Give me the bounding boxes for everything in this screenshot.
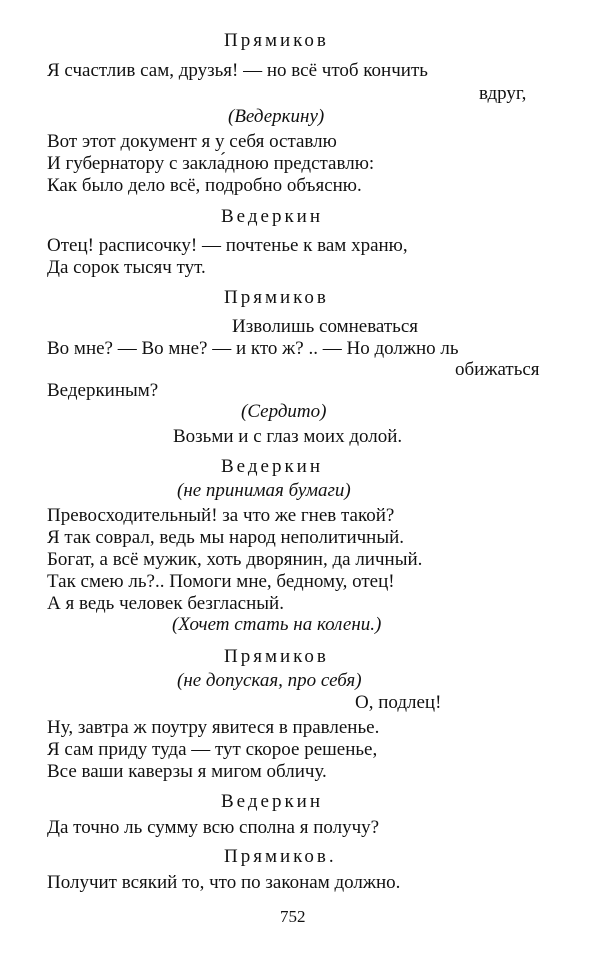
verse-line: Все ваши каверзы я мигом обличу.: [47, 761, 327, 782]
page-number: 752: [280, 907, 306, 926]
speaker-name: Ведеркин: [221, 206, 324, 227]
stage-direction: (Хочет стать на колени.): [172, 614, 382, 635]
verse-line: Я счастлив сам, друзья! — но всё чтоб кончить: [47, 60, 428, 81]
speaker-name: Ведеркин: [221, 791, 324, 812]
stage-direction: (не принимая бумаги): [177, 480, 351, 501]
verse-line: Превосходительный! за что же гнев такой?: [47, 505, 395, 526]
stage-direction: (Ведеркину): [228, 106, 325, 127]
verse-line: Во мне? — Во мне? — и кто ж? .. — Но должно ль: [47, 338, 459, 359]
verse-line: Ну, завтра ж поутру явитеся в правленье.: [47, 717, 380, 738]
verse-line: Я сам приду туда — тут скорое решенье,: [47, 739, 378, 760]
speaker-name: Прямиков: [224, 287, 329, 308]
verse-line: Вот этот документ я у себя оставлю: [47, 131, 337, 152]
verse-line: Да точно ль сумму всю сполна я получу?: [47, 817, 380, 838]
verse-line-centered: Возьми и с глаз моих долой.: [173, 426, 403, 447]
verse-line-indented: Изволишь сомневаться: [232, 316, 419, 337]
speaker-name: Ведеркин: [221, 456, 324, 477]
verse-line: Я так соврал, ведь мы народ неполитичный.: [47, 527, 405, 548]
verse-line: Ведеркиным?: [47, 380, 159, 401]
verse-line: Богат, а всё мужик, хоть дворянин, да личный.: [47, 549, 423, 570]
verse-line: И губернатору с закла́дною представлю:: [47, 153, 375, 174]
verse-line-right: О, подлец!: [355, 692, 442, 713]
verse-line: Получит всякий то, что по законам должно.: [47, 872, 401, 893]
verse-line: А я ведь человек безгласный.: [47, 593, 284, 614]
verse-line: Да сорок тысяч тут.: [47, 257, 206, 278]
verse-line-continuation: обижаться: [455, 359, 540, 380]
speaker-name: Прямиков: [224, 646, 329, 667]
stage-direction: (не допуская, про себя): [177, 670, 362, 691]
speaker-name: Прямиков: [224, 30, 329, 51]
verse-line: Как было дело всё, подробно объясню.: [47, 175, 362, 196]
speaker-name: Прямиков.: [224, 846, 337, 867]
verse-line: Так смею ль?.. Помоги мне, бедному, отец!: [47, 571, 395, 592]
verse-line-continuation: вдруг,: [479, 83, 527, 104]
verse-line: Отец! расписочку! — почтенье к вам храню,: [47, 235, 408, 256]
stage-direction: (Сердито): [241, 401, 327, 422]
